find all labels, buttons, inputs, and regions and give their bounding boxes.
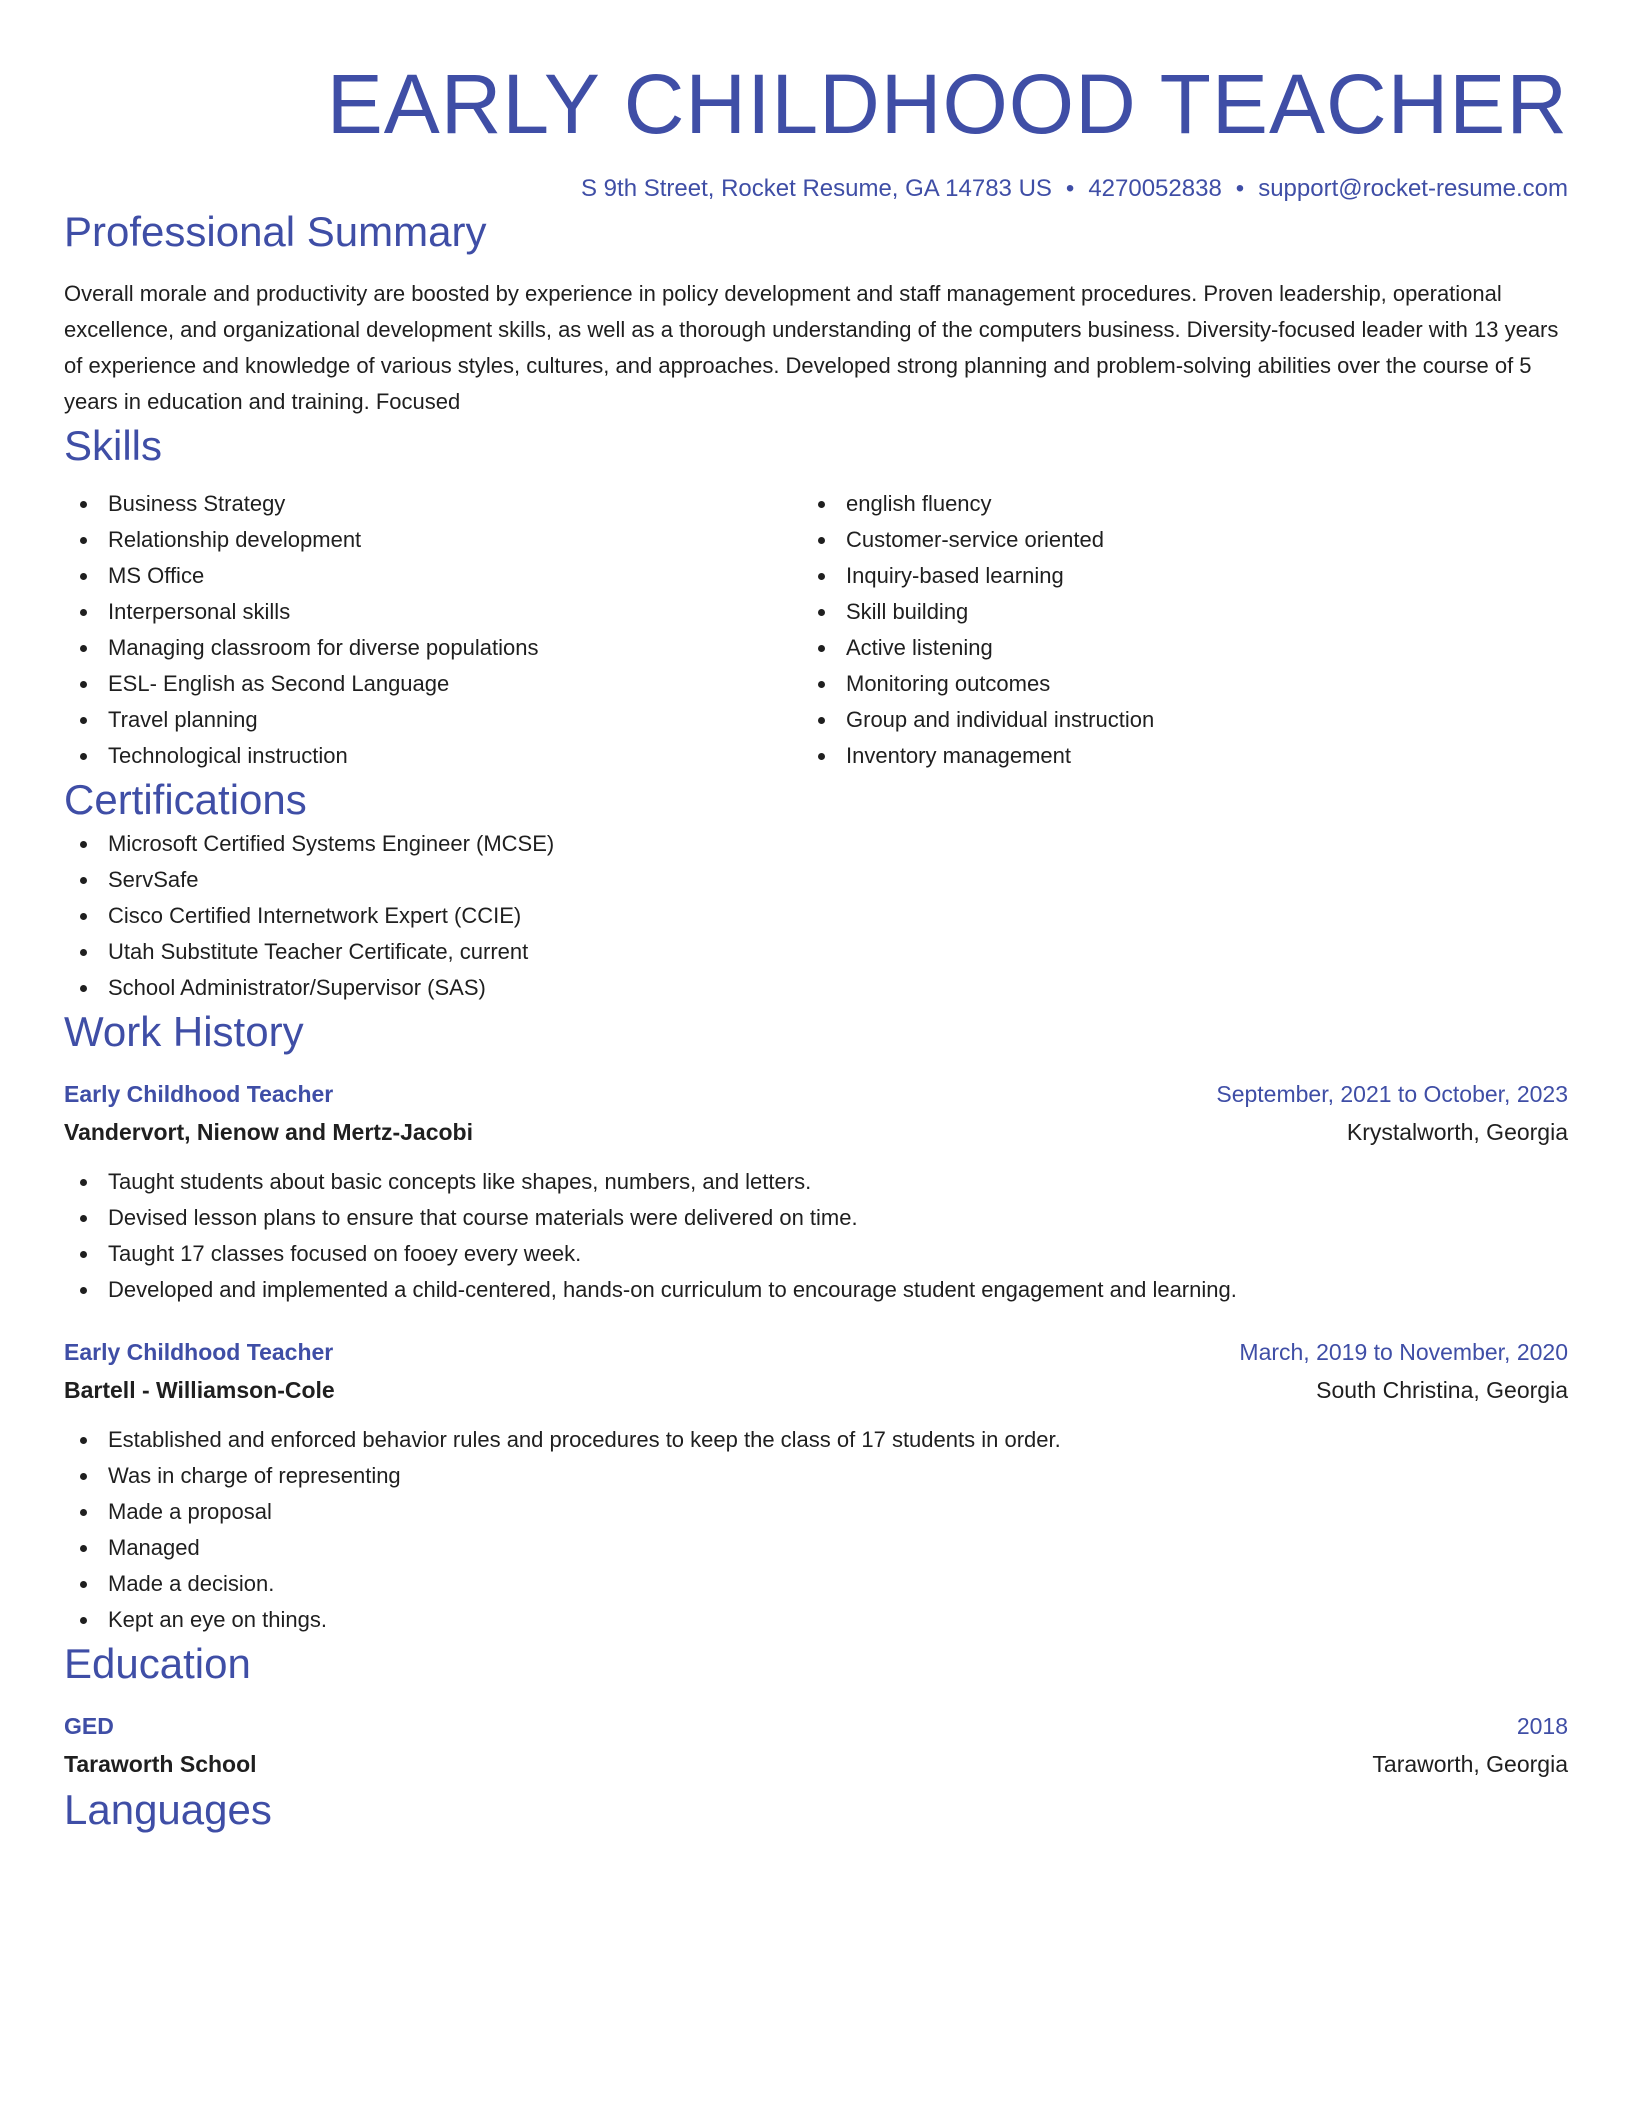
skill-item: Managing classroom for diverse populations: [64, 630, 802, 666]
job-bullet: Managed: [64, 1530, 1568, 1566]
skill-item: Inquiry-based learning: [802, 558, 1540, 594]
skill-item: Technological instruction: [64, 738, 802, 774]
skill-item: Relationship development: [64, 522, 802, 558]
certifications-list: [64, 826, 1568, 1006]
skill-item: ESL- English as Second Language: [64, 666, 802, 702]
separator-dot: •: [1235, 175, 1245, 202]
job-bullets: [64, 1422, 1568, 1638]
job-header-row: [64, 1076, 1568, 1112]
job-location: South Christina, Georgia: [1316, 1377, 1568, 1403]
education-school-row: [64, 1744, 1568, 1784]
certification-item: School Administrator/Supervisor (SAS): [64, 970, 1568, 1006]
education-location: Taraworth, Georgia: [1372, 1751, 1568, 1777]
certification-item: Utah Substitute Teacher Certificate, current: [64, 934, 1568, 970]
resume-title: EARLY CHILDHOOD TEACHER: [326, 57, 1568, 151]
job-bullet: Established and enforced behavior rules and procedures to keep the class of 17 students in order.: [64, 1422, 1568, 1458]
summary-text: Overall morale and productivity are boosted by experience in policy development and staff management procedures. Proven leadership, operational excellence, and organizational development skills, as well as a thorough understanding of the computers business. Diversity-focused leader with 13 years of experience and knowledge of various styles, cultures, and approaches. Developed strong planning and problem-solving abilities over the course of 5 years in education and training. Focused: [64, 281, 1559, 414]
job-bullet: Kept an eye on things.: [64, 1602, 1568, 1638]
work-history-heading: Work History: [64, 1008, 304, 1055]
skill-item: Monitoring outcomes: [802, 666, 1540, 702]
skill-item: Travel planning: [64, 702, 802, 738]
education-heading: Education: [64, 1640, 251, 1687]
job-bullet: Devised lesson plans to ensure that course materials were delivered on time.: [64, 1200, 1568, 1236]
job-bullet: Taught students about basic concepts like shapes, numbers, and letters.: [64, 1164, 1568, 1200]
job-entry: [64, 1334, 1568, 1638]
contact-email[interactable]: support@rocket-resume.com: [1258, 175, 1568, 202]
education-school: Taraworth School: [64, 1751, 257, 1777]
skill-item: Interpersonal skills: [64, 594, 802, 630]
job-employer: Vandervort, Nienow and Mertz-Jacobi: [64, 1119, 473, 1145]
job-dates: September, 2021 to October, 2023: [1216, 1081, 1568, 1107]
skills-left-list: [64, 486, 802, 774]
job-bullet: Developed and implemented a child-centered, hands-on curriculum to encourage student engagement and learning.: [64, 1272, 1568, 1308]
education-year: 2018: [1516, 1713, 1568, 1739]
job-bullet: Was in charge of representing: [64, 1458, 1568, 1494]
job-title: Early Childhood Teacher: [64, 1081, 334, 1107]
contact-address: S 9th Street, Rocket Resume, GA 14783 US: [581, 175, 1052, 202]
job-header-row: [64, 1334, 1568, 1370]
job-bullets: [64, 1164, 1568, 1308]
skills-right-list: [802, 486, 1540, 774]
job-employer-row: [64, 1370, 1568, 1410]
job-employer: Bartell - Williamson-Cole: [64, 1377, 335, 1403]
job-bullet: Taught 17 classes focused on fooey every week.: [64, 1236, 1568, 1272]
skill-item: MS Office: [64, 558, 802, 594]
skill-item: Customer-service oriented: [802, 522, 1540, 558]
job-bullet: Made a decision.: [64, 1566, 1568, 1602]
job-title: Early Childhood Teacher: [64, 1339, 334, 1365]
education-degree: GED: [64, 1713, 114, 1739]
certification-item: Cisco Certified Internetwork Expert (CCIE): [64, 898, 1568, 934]
skill-item: Skill building: [802, 594, 1540, 630]
certification-item: ServSafe: [64, 862, 1568, 898]
skills-heading: Skills: [64, 422, 163, 469]
certifications-heading: Certifications: [64, 776, 307, 823]
separator-dot: •: [1065, 175, 1075, 202]
education-entry: [64, 1708, 1568, 1784]
education-header-row: [64, 1708, 1568, 1744]
job-bullet: Made a proposal: [64, 1494, 1568, 1530]
job-employer-row: [64, 1112, 1568, 1152]
summary-heading: Professional Summary: [64, 208, 487, 255]
certification-item: Microsoft Certified Systems Engineer (MCSE): [64, 826, 1568, 862]
skill-item: english fluency: [802, 486, 1540, 522]
job-dates: March, 2019 to November, 2020: [1239, 1339, 1568, 1365]
skill-item: Active listening: [802, 630, 1540, 666]
skill-item: Group and individual instruction: [802, 702, 1540, 738]
languages-heading: Languages: [64, 1786, 272, 1833]
skill-item: Business Strategy: [64, 486, 802, 522]
contact-line: [64, 172, 1568, 206]
skill-item: Inventory management: [802, 738, 1540, 774]
contact-phone: 4270052838: [1088, 175, 1222, 202]
job-entry: [64, 1076, 1568, 1308]
job-location: Krystalworth, Georgia: [1346, 1119, 1568, 1145]
skills-grid: [64, 486, 1568, 774]
